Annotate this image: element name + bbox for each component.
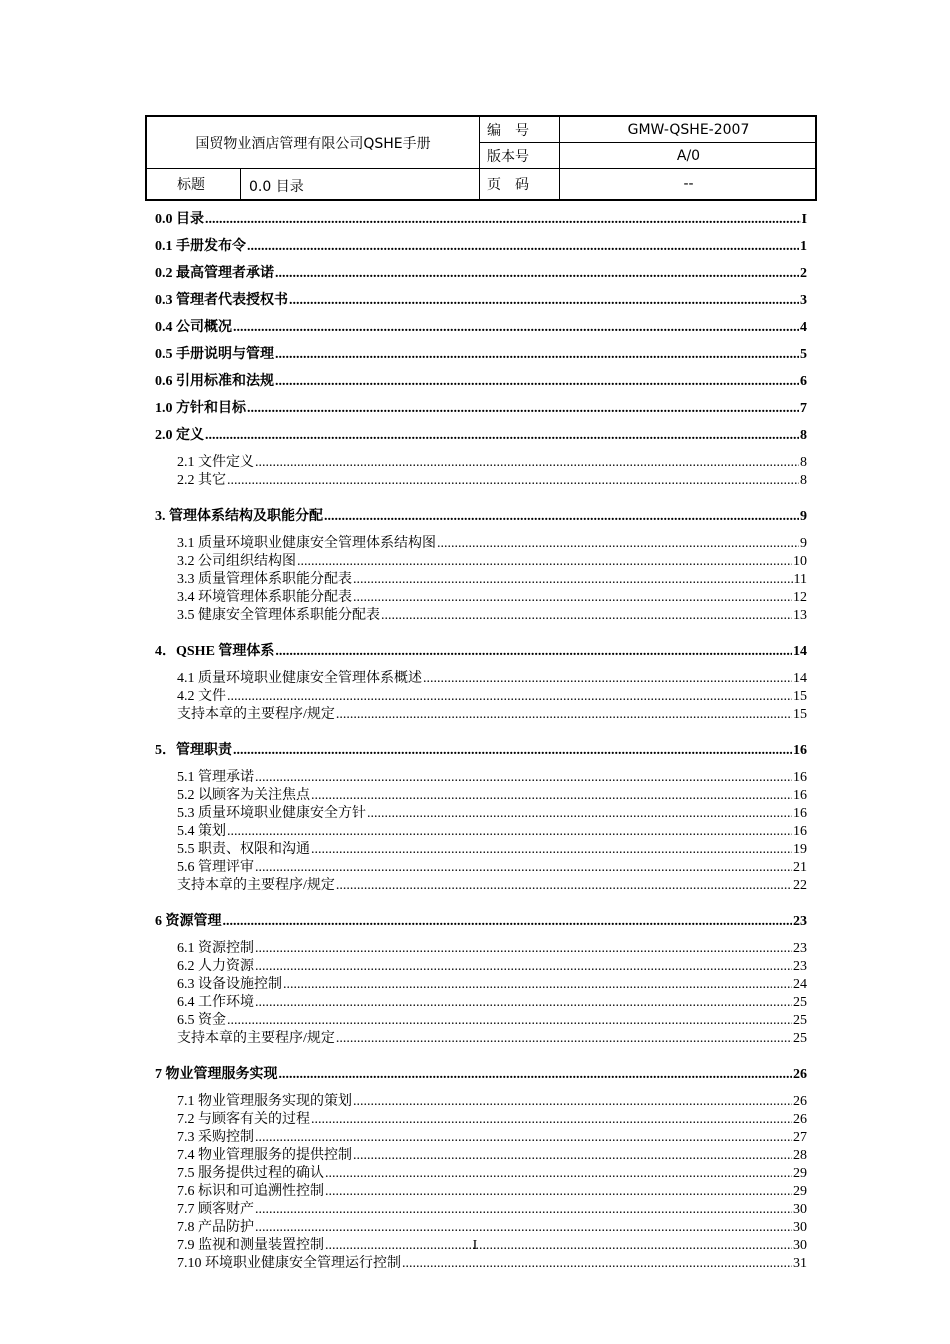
- toc-entry-page: 8: [800, 428, 807, 443]
- toc-dot-leader: [381, 608, 792, 624]
- toc-section-entry[interactable]: [155, 1144, 807, 1162]
- toc-dot-leader: [233, 320, 799, 336]
- toc-section-entry[interactable]: [155, 856, 807, 874]
- toc-entry-page: 31: [793, 1256, 807, 1271]
- toc-chapter-entry[interactable]: [155, 424, 807, 442]
- toc-section-entry[interactable]: [155, 1162, 807, 1180]
- code-value: GMW-QSHE-2007: [627, 121, 750, 138]
- toc-entry-title: 2.0 定义: [155, 428, 204, 443]
- toc-entry-page: 2: [800, 266, 807, 281]
- toc-section-entry[interactable]: [155, 685, 807, 703]
- toc-entry-title: 3.5 健康安全管理体系职能分配表: [177, 608, 380, 623]
- toc-entry-title: 5.6 管理评审: [177, 860, 254, 875]
- toc-dot-leader: [311, 842, 792, 858]
- toc-section-entry[interactable]: [155, 991, 807, 1009]
- version-label: 版本号: [487, 148, 529, 165]
- toc-chapter-entry[interactable]: [155, 262, 807, 280]
- toc-entry-title: 5.4 策划: [177, 824, 226, 839]
- toc-dot-leader: [275, 644, 792, 660]
- toc-entry-page: 22: [793, 878, 807, 893]
- toc-dot-leader: [255, 860, 792, 876]
- toc-section-entry[interactable]: [155, 604, 807, 622]
- toc-dot-leader: [437, 536, 799, 552]
- toc-entry-page: 9: [800, 509, 807, 524]
- toc-section-entry[interactable]: [155, 703, 807, 721]
- toc-entry-page: 23: [793, 959, 807, 974]
- toc-dot-leader: [325, 1166, 792, 1182]
- toc-entry-page: 27: [793, 1130, 807, 1145]
- toc-chapter-entry[interactable]: [155, 505, 807, 523]
- toc-chapter-entry[interactable]: [155, 397, 807, 415]
- toc-dot-leader: [255, 1202, 792, 1218]
- toc-dot-leader: [227, 824, 792, 840]
- page-label: 页 码: [487, 177, 529, 193]
- toc-chapter-entry[interactable]: [155, 370, 807, 388]
- toc-section-entry[interactable]: [155, 550, 807, 568]
- toc-entry-title: 7.6 标识和可追溯性控制: [177, 1184, 324, 1199]
- toc-dot-leader: [255, 941, 792, 957]
- toc-entry-page: I: [801, 212, 807, 227]
- toc-entry-title: 5.1 管理承诺: [177, 770, 254, 785]
- toc-entry-title: 2.1 文件定义: [177, 455, 254, 470]
- toc-dot-leader: [353, 1148, 792, 1164]
- toc-entry-title: 3.3 质量管理体系职能分配表: [177, 572, 352, 587]
- toc-entry-title: 0.4 公司概况: [155, 320, 232, 335]
- page-value: --: [683, 176, 694, 192]
- toc-entry-page: 26: [793, 1094, 807, 1109]
- toc-section-entry[interactable]: [155, 874, 807, 892]
- toc-entry-title: 7.10 环境职业健康安全管理运行控制: [177, 1256, 401, 1271]
- toc-entry-title: 7.5 服务提供过程的确认: [177, 1166, 324, 1181]
- toc-dot-leader: [283, 977, 792, 993]
- toc-entry-title: 0.2 最高管理者承诺: [155, 266, 274, 281]
- toc-section-entry[interactable]: [155, 802, 807, 820]
- toc-entry-title: 0.0 目录: [155, 212, 204, 227]
- toc-entry-page: 15: [793, 707, 807, 722]
- toc-entry-title: 3.1 质量环境职业健康安全管理体系结构图: [177, 536, 436, 551]
- toc-entry-title: 7.9 监视和测量装置控制: [177, 1238, 324, 1253]
- toc-entry-page: 16: [793, 743, 807, 758]
- toc-dot-leader: [336, 878, 792, 894]
- toc-entry-page: 14: [793, 671, 807, 686]
- toc-entry-title: 0.1 手册发布令: [155, 239, 246, 254]
- toc-entry-page: 1: [800, 239, 807, 254]
- toc-section-entry[interactable]: [155, 784, 807, 802]
- toc-entry-title: 7.7 顾客财产: [177, 1202, 254, 1217]
- toc-entry-page: 14: [793, 644, 807, 659]
- toc-entry-title: 7.4 物业管理服务的提供控制: [177, 1148, 352, 1163]
- toc-section-entry[interactable]: [155, 1216, 807, 1234]
- toc-dot-leader: [247, 401, 799, 417]
- toc-dot-leader: [367, 806, 792, 822]
- toc-dot-leader: [205, 212, 801, 228]
- toc-dot-leader: [325, 1184, 792, 1200]
- toc-dot-leader: [297, 554, 792, 570]
- toc-dot-leader: [336, 1031, 792, 1047]
- toc-chapter-entry[interactable]: [155, 910, 807, 928]
- toc-chapter-entry[interactable]: [155, 640, 807, 658]
- toc-chapter-entry[interactable]: [155, 235, 807, 253]
- toc-section-entry[interactable]: [155, 568, 807, 586]
- toc-entry-title: 7 物业管理服务实现: [155, 1067, 278, 1082]
- toc-section-entry[interactable]: [155, 937, 807, 955]
- toc-entry-page: 16: [793, 770, 807, 785]
- toc-entry-page: 29: [793, 1184, 807, 1199]
- toc-entry-title: 7.8 产品防护: [177, 1220, 254, 1235]
- toc-dot-leader: [402, 1256, 792, 1272]
- toc-section-entry[interactable]: [155, 973, 807, 991]
- toc-entry-title: 6 资源管理: [155, 914, 222, 929]
- toc-section-entry[interactable]: [155, 1252, 807, 1270]
- toc-entry-page: 6: [800, 374, 807, 389]
- toc-entry-page: 8: [800, 473, 807, 488]
- toc-entry-title: 5.5 职责、权限和沟通: [177, 842, 310, 857]
- toc-dot-leader: [311, 1112, 792, 1128]
- toc-section-entry[interactable]: [155, 1198, 807, 1216]
- toc-chapter-entry[interactable]: [155, 316, 807, 334]
- toc-dot-leader: [336, 707, 792, 723]
- toc-dot-leader: [255, 455, 799, 471]
- toc-entry-title: 0.5 手册说明与管理: [155, 347, 274, 362]
- toc-dot-leader: [223, 914, 793, 930]
- toc-dot-leader: [353, 1094, 792, 1110]
- toc-entry-title: 3.2 公司组织结构图: [177, 554, 296, 569]
- toc-chapter-entry[interactable]: [155, 208, 807, 226]
- toc-chapter-entry[interactable]: [155, 1063, 807, 1081]
- toc-dot-leader: [205, 428, 799, 444]
- toc-entry-title: 1.0 方针和目标: [155, 401, 246, 416]
- toc-entry-title: 3. 管理体系结构及职能分配: [155, 509, 323, 524]
- toc-entry-page: 26: [793, 1067, 807, 1082]
- title-value: 0.0 目录: [249, 179, 304, 195]
- toc-section-entry[interactable]: [155, 451, 807, 469]
- toc-dot-leader: [324, 509, 799, 525]
- toc-entry-page: 3: [800, 293, 807, 308]
- toc-dot-leader: [353, 590, 792, 606]
- toc-dot-leader: [311, 788, 792, 804]
- toc-entry-title: 0.3 管理者代表授权书: [155, 293, 288, 308]
- toc-entry-title: 7.1 物业管理服务实现的策划: [177, 1094, 352, 1109]
- toc-section-entry[interactable]: [155, 1090, 807, 1108]
- toc-dot-leader: [279, 1067, 793, 1083]
- toc-section-entry[interactable]: [155, 1027, 807, 1045]
- toc-entry-title: 支持本章的主要程序/规定: [177, 707, 335, 722]
- toc-chapter-entry[interactable]: [155, 739, 807, 757]
- toc-entry-title: 3.4 环境管理体系职能分配表: [177, 590, 352, 605]
- toc-entry-title: 7.2 与顾客有关的过程: [177, 1112, 310, 1127]
- toc-entry-title: 6.3 设备设施控制: [177, 977, 282, 992]
- toc-section-entry[interactable]: [155, 667, 807, 685]
- toc-section-entry[interactable]: [155, 820, 807, 838]
- toc-dot-leader: [255, 995, 792, 1011]
- toc-entry-page: 9: [800, 536, 807, 551]
- toc-entry-title: 支持本章的主要程序/规定: [177, 1031, 335, 1046]
- toc-entry-page: 29: [793, 1166, 807, 1181]
- toc-entry-page: 8: [800, 455, 807, 470]
- toc-chapter-entry[interactable]: [155, 289, 807, 307]
- toc-section-entry[interactable]: [155, 532, 807, 550]
- toc-entry-title: 2.2 其它: [177, 473, 226, 488]
- toc-entry-title: 6.4 工作环境: [177, 995, 254, 1010]
- toc-entry-title: 6.5 资金: [177, 1013, 226, 1028]
- toc-entry-page: 16: [793, 788, 807, 803]
- toc-entry-page: 28: [793, 1148, 807, 1163]
- toc-entry-page: 25: [793, 995, 807, 1010]
- toc-section-entry[interactable]: [155, 955, 807, 973]
- toc-entry-page: 30: [793, 1238, 807, 1253]
- toc-dot-leader: [227, 473, 799, 489]
- toc-section-entry[interactable]: [155, 1108, 807, 1126]
- page-number: I: [472, 1238, 478, 1253]
- toc-entry-page: 21: [793, 860, 807, 875]
- toc-section-entry[interactable]: [155, 1126, 807, 1144]
- toc-dot-leader: [233, 743, 792, 759]
- table-of-contents: [155, 208, 807, 1270]
- toc-dot-leader: [255, 1220, 792, 1236]
- toc-entry-title: 7.3 采购控制: [177, 1130, 254, 1145]
- toc-dot-leader: [255, 959, 792, 975]
- toc-entry-page: 24: [793, 977, 807, 992]
- toc-section-entry[interactable]: [155, 1180, 807, 1198]
- toc-entry-page: 11: [793, 572, 807, 587]
- toc-entry-title: 0.6 引用标准和法规: [155, 374, 274, 389]
- toc-section-entry[interactable]: [155, 838, 807, 856]
- toc-entry-page: 25: [793, 1013, 807, 1028]
- toc-dot-leader: [289, 293, 799, 309]
- toc-entry-title: 6.1 资源控制: [177, 941, 254, 956]
- document-header-table: [145, 115, 817, 201]
- toc-entry-page: 15: [793, 689, 807, 704]
- toc-entry-title: 5.3 质量环境职业健康安全方针: [177, 806, 366, 821]
- toc-entry-page: 13: [793, 608, 807, 623]
- toc-entry-page: 7: [800, 401, 807, 416]
- toc-dot-leader: [353, 572, 793, 588]
- toc-entry-page: 16: [793, 806, 807, 821]
- toc-section-entry[interactable]: [155, 469, 807, 487]
- toc-dot-leader: [247, 239, 799, 255]
- toc-section-entry[interactable]: [155, 1009, 807, 1027]
- toc-entry-title: 支持本章的主要程序/规定: [177, 878, 335, 893]
- toc-entry-page: 30: [793, 1202, 807, 1217]
- toc-section-entry[interactable]: [155, 586, 807, 604]
- toc-entry-title: 4.2 文件: [177, 689, 226, 704]
- toc-entry-title: 4．QSHE 管理体系: [155, 644, 275, 659]
- toc-entry-page: 23: [793, 941, 807, 956]
- toc-entry-page: 23: [793, 914, 807, 929]
- toc-entry-title: 4.1 质量环境职业健康安全管理体系概述: [177, 671, 422, 686]
- toc-entry-page: 5: [800, 347, 807, 362]
- toc-dot-leader: [275, 266, 799, 282]
- toc-entry-page: 25: [793, 1031, 807, 1046]
- toc-dot-leader: [275, 374, 799, 390]
- toc-dot-leader: [255, 770, 792, 786]
- toc-dot-leader: [423, 671, 792, 687]
- company-manual-title: 国贸物业酒店管理有限公司QSHE手册: [195, 135, 431, 152]
- toc-entry-page: 10: [793, 554, 807, 569]
- toc-entry-page: 16: [793, 824, 807, 839]
- toc-dot-leader: [275, 347, 799, 363]
- toc-entry-title: 5.2 以顾客为关注焦点: [177, 788, 310, 803]
- version-value: A/0: [676, 147, 701, 164]
- toc-entry-page: 12: [793, 590, 807, 605]
- toc-entry-page: 4: [800, 320, 807, 335]
- toc-section-entry[interactable]: [155, 766, 807, 784]
- toc-entry-title: 5．管理职责: [155, 743, 232, 758]
- toc-entry-page: 26: [793, 1112, 807, 1127]
- toc-chapter-entry[interactable]: [155, 343, 807, 361]
- toc-entry-title: 6.2 人力资源: [177, 959, 254, 974]
- toc-entry-page: 30: [793, 1220, 807, 1235]
- toc-entry-page: 19: [793, 842, 807, 857]
- title-label: 标题: [177, 177, 205, 193]
- code-label: 编 号: [487, 122, 529, 139]
